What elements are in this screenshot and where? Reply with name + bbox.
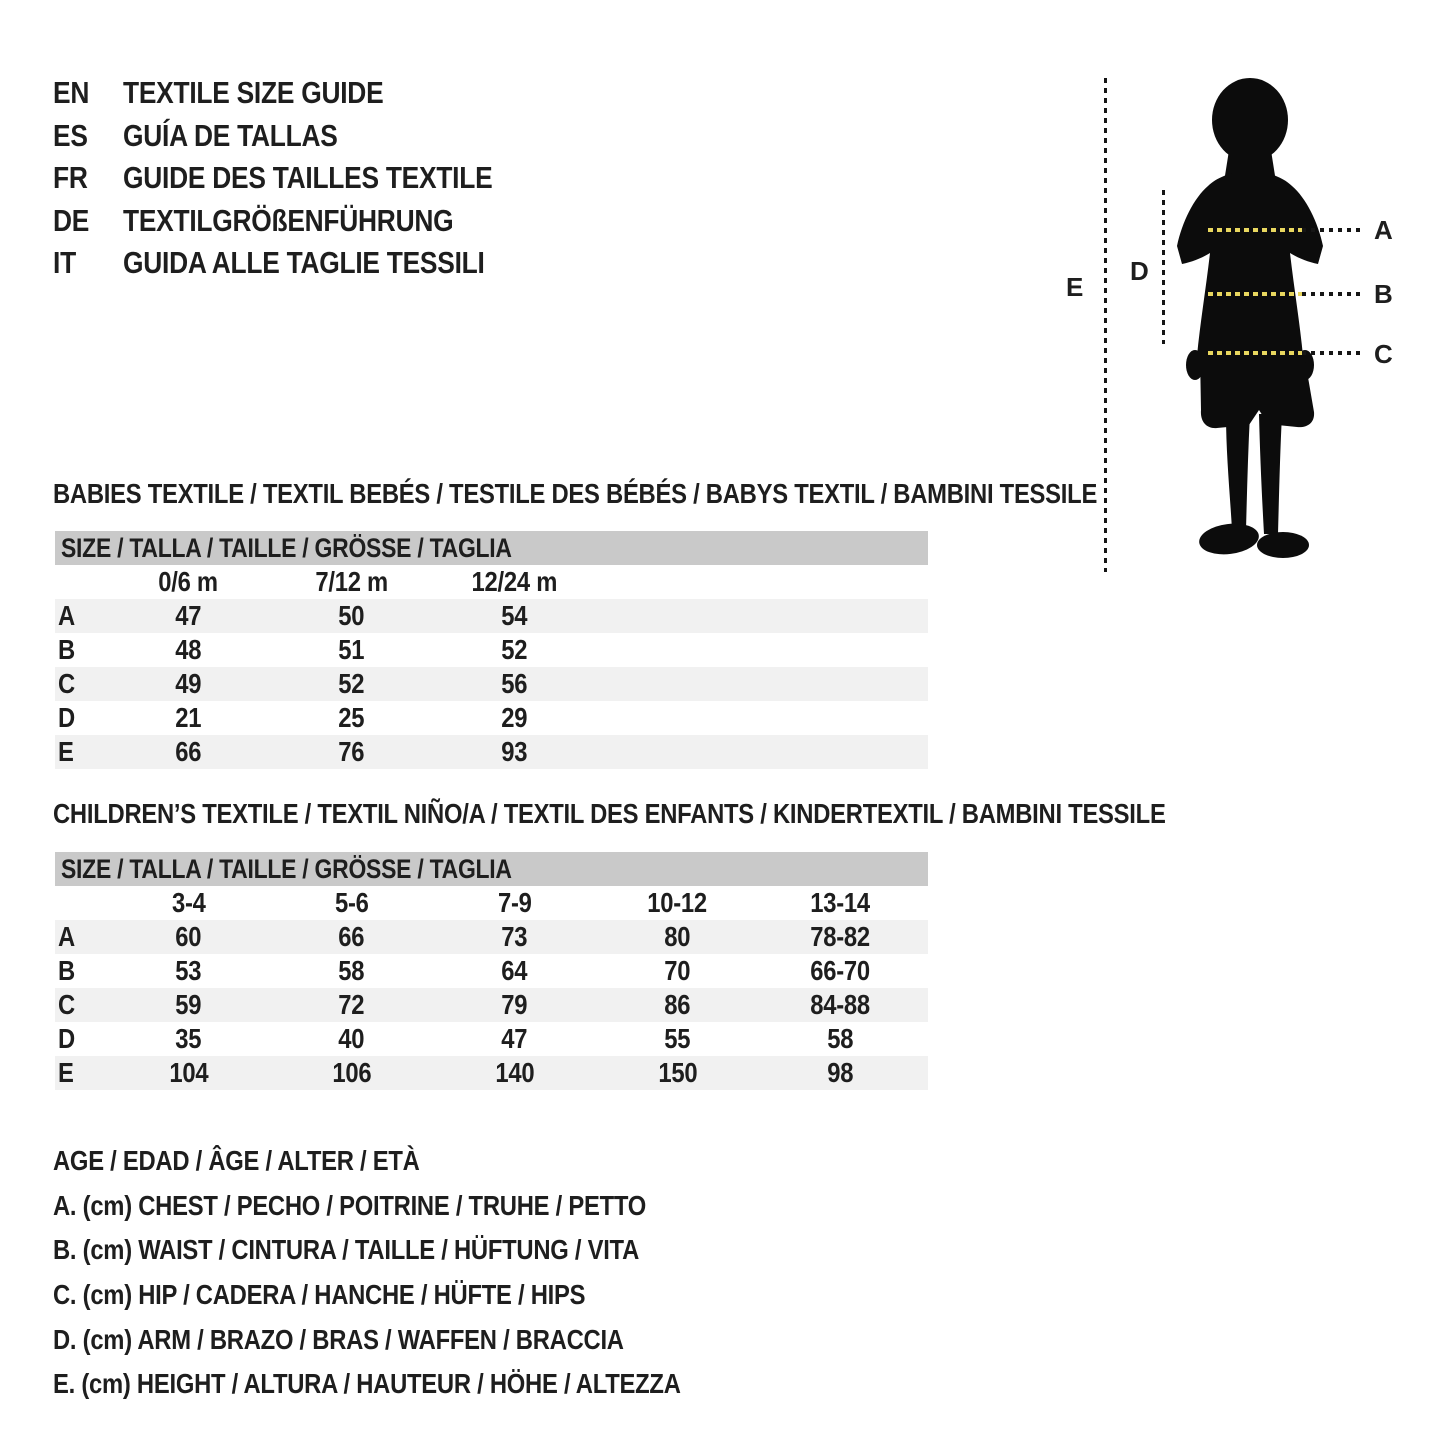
size-cell: 52: [270, 667, 433, 701]
yellow-dash-segment: [1208, 351, 1302, 355]
babies-section-title: BABIES TEXTILE / TEXTIL BEBÉS / TESTILE DES BÉBÉS / BABYS TEXTIL / BAMBINI TESSILE: [53, 478, 1098, 509]
language-title: GUÍA DE TALLAS: [123, 117, 338, 153]
measure-label-b: B: [1374, 279, 1393, 309]
legend-line-age: AGE / EDAD / ÂGE / ALTER / ETÀ: [53, 1145, 420, 1177]
size-cell: 64: [501, 955, 528, 986]
language-code: IT: [53, 245, 76, 281]
column-header: 0/6 m: [158, 566, 219, 597]
size-cell: 48: [175, 634, 202, 665]
size-cell: 55: [664, 1023, 691, 1054]
size-cell: 58: [338, 955, 365, 986]
chest-measure-line-a: [1208, 228, 1362, 232]
childrens-section-title: CHILDREN’S TEXTILE / TEXTIL NIÑO/A / TEXTIL DES ENFANTS / KINDERTEXTIL / BAMBINI TESSILE: [53, 798, 1166, 829]
language-code: ES: [53, 117, 88, 153]
childrens-column-header-row: [55, 886, 928, 920]
hip-measure-line-c: [1208, 351, 1362, 355]
language-code: EN: [53, 75, 90, 111]
size-cell: 35: [175, 1023, 202, 1054]
language-title-block: [53, 72, 558, 285]
size-cell: 40: [338, 1023, 365, 1054]
size-cell: 49: [107, 667, 270, 701]
legend-line-height: E. (cm) HEIGHT / ALTURA / HAUTEUR / HÖHE / ALTEZZA: [53, 1368, 681, 1400]
arm-measure-line-d: [1162, 190, 1165, 344]
babies-column-header-row: [55, 565, 928, 599]
yellow-dash-segment: [1208, 292, 1302, 296]
size-cell: 79: [433, 988, 596, 1022]
babies-row-e: [55, 735, 928, 769]
language-row-en: [53, 72, 558, 115]
size-cell: 56: [433, 667, 596, 701]
size-cell: 150: [596, 1056, 759, 1090]
size-cell: 76: [270, 735, 433, 769]
size-cell: 47: [501, 1023, 528, 1054]
column-header: 12/24 m: [471, 566, 558, 597]
size-cell: 66: [270, 920, 433, 954]
size-cell: 98: [759, 1056, 922, 1090]
language-title: TEXTILE SIZE GUIDE: [123, 75, 384, 111]
measurement-legend: [53, 1139, 791, 1407]
row-label: D: [58, 702, 75, 733]
size-cell: 53: [175, 955, 202, 986]
babies-row-d: [55, 701, 928, 735]
column-header: 5-6: [334, 887, 369, 918]
language-row-de: [53, 200, 558, 243]
column-header: 7-9: [497, 887, 532, 918]
size-cell: 104: [107, 1056, 270, 1090]
size-cell: 70: [664, 955, 691, 986]
measure-label-d: D: [1130, 256, 1149, 286]
childrens-row-a: [55, 920, 928, 954]
childrens-row-d: [55, 1022, 928, 1056]
language-row-es: [53, 115, 558, 158]
dark-dash-segment: [1302, 351, 1362, 355]
size-cell: 60: [107, 920, 270, 954]
measure-label-e: E: [1066, 272, 1084, 302]
size-cell: 66: [107, 735, 270, 769]
row-label: B: [58, 955, 75, 986]
row-label: A: [55, 599, 107, 633]
language-title: TEXTILGRÖßENFÜHRUNG: [123, 202, 454, 238]
childrens-row-c: [55, 988, 928, 1022]
yellow-dash-segment: [1208, 228, 1302, 232]
size-cell: 72: [270, 988, 433, 1022]
language-code: FR: [53, 160, 88, 196]
row-label: D: [58, 1023, 75, 1054]
babies-row-c: [55, 667, 928, 701]
size-cell: 93: [433, 735, 596, 769]
size-cell: 54: [433, 599, 596, 633]
size-cell: 59: [107, 988, 270, 1022]
size-cell: 21: [175, 702, 202, 733]
size-cell: 52: [501, 634, 528, 665]
size-cell: 58: [827, 1023, 854, 1054]
size-cell: 106: [270, 1056, 433, 1090]
measure-label-a: A: [1374, 215, 1393, 245]
language-title: GUIDE DES TAILLES TEXTILE: [123, 160, 493, 196]
legend-line-chest: A. (cm) CHEST / PECHO / POITRINE / TRUHE / PETTO: [53, 1189, 646, 1221]
childrens-row-e: [55, 1056, 928, 1090]
size-cell: 84-88: [759, 988, 922, 1022]
legend-line-hip: C. (cm) HIP / CADERA / HANCHE / HÜFTE / HIPS: [53, 1279, 586, 1311]
childrens-size-table: [55, 886, 928, 1090]
size-cell: 78-82: [759, 920, 922, 954]
row-label: C: [55, 988, 107, 1022]
size-cell: 51: [338, 634, 365, 665]
row-label: E: [55, 1056, 107, 1090]
babies-size-table: [55, 565, 928, 769]
size-cell: 140: [433, 1056, 596, 1090]
waist-measure-line-b: [1208, 292, 1362, 296]
column-header: 10-12: [647, 887, 708, 918]
dark-dash-segment: [1302, 292, 1362, 296]
size-cell: 29: [501, 702, 528, 733]
measure-label-c: C: [1374, 339, 1393, 369]
column-header: 13-14: [810, 887, 871, 918]
language-title: GUIDA ALLE TAGLIE TESSILI: [123, 245, 485, 281]
row-label: A: [55, 920, 107, 954]
babies-size-header-bar: SIZE / TALLA / TAILLE / GRÖSSE / TAGLIA: [55, 531, 928, 565]
childrens-size-header-bar: SIZE / TALLA / TAILLE / GRÖSSE / TAGLIA: [55, 852, 928, 886]
row-label: E: [55, 735, 107, 769]
size-cell: 66-70: [810, 955, 871, 986]
row-label: C: [55, 667, 107, 701]
row-label: B: [58, 634, 75, 665]
legend-line-arm: D. (cm) ARM / BRAZO / BRAS / WAFFEN / BRACCIA: [53, 1323, 624, 1355]
size-cell: 73: [433, 920, 596, 954]
babies-row-a: [55, 599, 928, 633]
column-header: 3-4: [171, 887, 206, 918]
language-row-fr: [53, 157, 558, 200]
legend-line-waist: B. (cm) WAIST / CINTURA / TAILLE / HÜFTUNG / VITA: [53, 1234, 640, 1266]
language-row-it: [53, 242, 558, 285]
babies-row-b: [55, 633, 928, 667]
column-header: 7/12 m: [315, 566, 388, 597]
size-cell: 25: [338, 702, 365, 733]
size-cell: 86: [596, 988, 759, 1022]
dark-dash-segment: [1302, 228, 1362, 232]
size-cell: 47: [107, 599, 270, 633]
childrens-row-b: [55, 954, 928, 988]
size-cell: 50: [270, 599, 433, 633]
language-code: DE: [53, 202, 90, 238]
size-cell: 80: [596, 920, 759, 954]
